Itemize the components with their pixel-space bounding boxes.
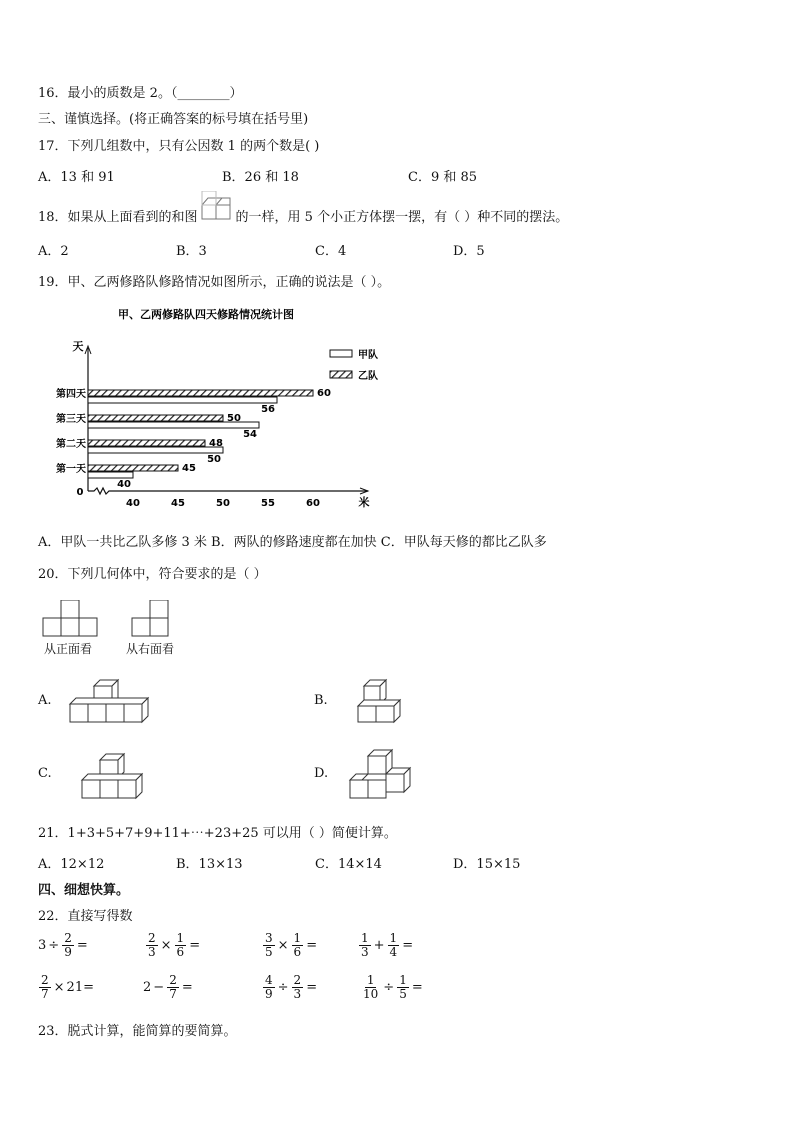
top-view-figure	[200, 191, 234, 227]
calc-4: $\frac{1}{3}$ + $\frac{1}{4}$ =	[361, 931, 414, 959]
q17-option-c[interactable]: C．9 和 85	[408, 170, 478, 185]
q20-label-c[interactable]: C.	[38, 766, 52, 781]
q17-option-a[interactable]: A．13 和 91	[38, 170, 115, 185]
calc-6: 2 − $\frac{2}{7}$ =	[143, 973, 193, 1001]
right-view-figure	[131, 600, 173, 638]
q20-label-b[interactable]: B.	[314, 693, 328, 708]
data-label-yi: 50	[227, 413, 241, 424]
q20-figure-d[interactable]	[348, 748, 418, 800]
bar-jia	[88, 447, 223, 453]
q19-text: 19．甲、乙两修路队修路情况如图所示，正确的说法是（ ）。	[38, 275, 391, 290]
bar-yi	[88, 440, 205, 446]
data-label-jia: 56	[261, 404, 275, 415]
legend-label-jia: 甲队	[358, 350, 378, 361]
q20-label-a[interactable]: A.	[38, 693, 52, 708]
category-label: 第四天	[56, 389, 86, 400]
q16-text: 16．最小的质数是 2。（________）	[38, 86, 243, 101]
bar-yi	[88, 415, 223, 421]
calc-5: $\frac{2}{7}$ × 21=	[41, 973, 94, 1001]
bar-yi	[88, 390, 313, 396]
q20-text: 20．下列几何体中，符合要求的是（ ）	[38, 567, 267, 582]
q17-option-b[interactable]: B．26 和 18	[222, 170, 299, 185]
category-label: 第三天	[56, 414, 86, 425]
y-axis-label: 天	[72, 340, 84, 353]
q20-figure-b[interactable]	[356, 678, 406, 724]
x-tick-label: 60	[306, 498, 320, 509]
q18-option-b[interactable]: B．3	[176, 244, 207, 259]
category-label: 第一天	[56, 464, 86, 475]
front-view-figure	[42, 600, 102, 638]
legend-label-yi: 乙队	[358, 371, 378, 382]
calc-7: $\frac{4}{9}$ ÷ $\frac{2}{3}$ =	[265, 973, 318, 1001]
q21-text: 21．1+3+5+7+9+11+⋯+23+25 可以用（ ）简便计算。	[38, 826, 397, 841]
q21-option-d[interactable]: D．15×15	[453, 857, 521, 872]
q20-figure-c[interactable]	[80, 752, 150, 800]
data-label-jia: 40	[117, 479, 131, 490]
q18-option-d[interactable]: D．5	[453, 244, 485, 259]
calc-3: $\frac{3}{5}$ × $\frac{1}{6}$ =	[265, 931, 318, 959]
section-4-title: 四、细想快算。	[38, 883, 130, 898]
section-3-title: 三、谨慎选择。(将正确答案的标号填在括号里)	[38, 112, 309, 127]
calc-2: $\frac{2}{3}$ × $\frac{1}{6}$ =	[148, 931, 201, 959]
x-axis-label: 米	[358, 496, 370, 509]
q18-option-a[interactable]: A．2	[38, 244, 69, 259]
data-label-jia: 54	[243, 429, 257, 440]
x-tick-label: 50	[216, 498, 230, 509]
legend-swatch-jia	[330, 350, 352, 357]
bar-jia	[88, 472, 133, 478]
q18-text-before: 18．如果从上面看到的和图	[38, 209, 198, 225]
q21-option-a[interactable]: A．12×12	[38, 857, 105, 872]
q19-options[interactable]: A．甲队一共比乙队多修 3 米 B．两队的修路速度都在加快 C．甲队每天修的都比乙队多	[38, 535, 547, 550]
data-label-jia: 50	[207, 454, 221, 465]
x-tick-label: 40	[126, 498, 140, 509]
bar-jia	[88, 397, 277, 403]
x-tick-label: 45	[171, 498, 185, 509]
front-view-label: 从正面看	[44, 642, 93, 656]
calc-8: $\frac{1}{10}$ ÷ $\frac{1}{5}$ =	[363, 973, 423, 1001]
legend-swatch-yi	[330, 371, 352, 378]
q17-text: 17．下列几组数中，只有公因数 1 的两个数是( )	[38, 139, 320, 154]
data-label-yi: 45	[182, 463, 196, 474]
q21-option-b[interactable]: B．13×13	[176, 857, 243, 872]
q22-title: 22．直接写得数	[38, 909, 133, 924]
calc-1: 3 ÷ $\frac{2}{9}$ =	[38, 931, 88, 959]
q23-title: 23．脱式计算，能简算的要简算。	[38, 1024, 237, 1039]
data-label-yi: 48	[209, 438, 223, 449]
chart-title: 甲、乙两修路队四天修路情况统计图	[118, 308, 294, 321]
data-label-yi: 60	[317, 388, 331, 399]
category-label: 第二天	[56, 439, 86, 450]
x-tick-label: 55	[261, 498, 275, 509]
road-repair-bar-chart	[38, 303, 398, 513]
bar-yi	[88, 465, 178, 471]
q18-text-after: 的一样，用 5 个小正方体摆一摆，有（ ）种不同的摆法。	[235, 209, 569, 225]
q21-option-c[interactable]: C．14×14	[315, 857, 382, 872]
q20-figure-a[interactable]	[68, 678, 158, 724]
q18-text	[38, 203, 568, 227]
origin-label: 0	[76, 487, 84, 498]
right-view-label: 从右面看	[126, 642, 175, 656]
q20-label-d[interactable]: D.	[314, 766, 329, 781]
q18-option-c[interactable]: C．4	[315, 244, 347, 259]
